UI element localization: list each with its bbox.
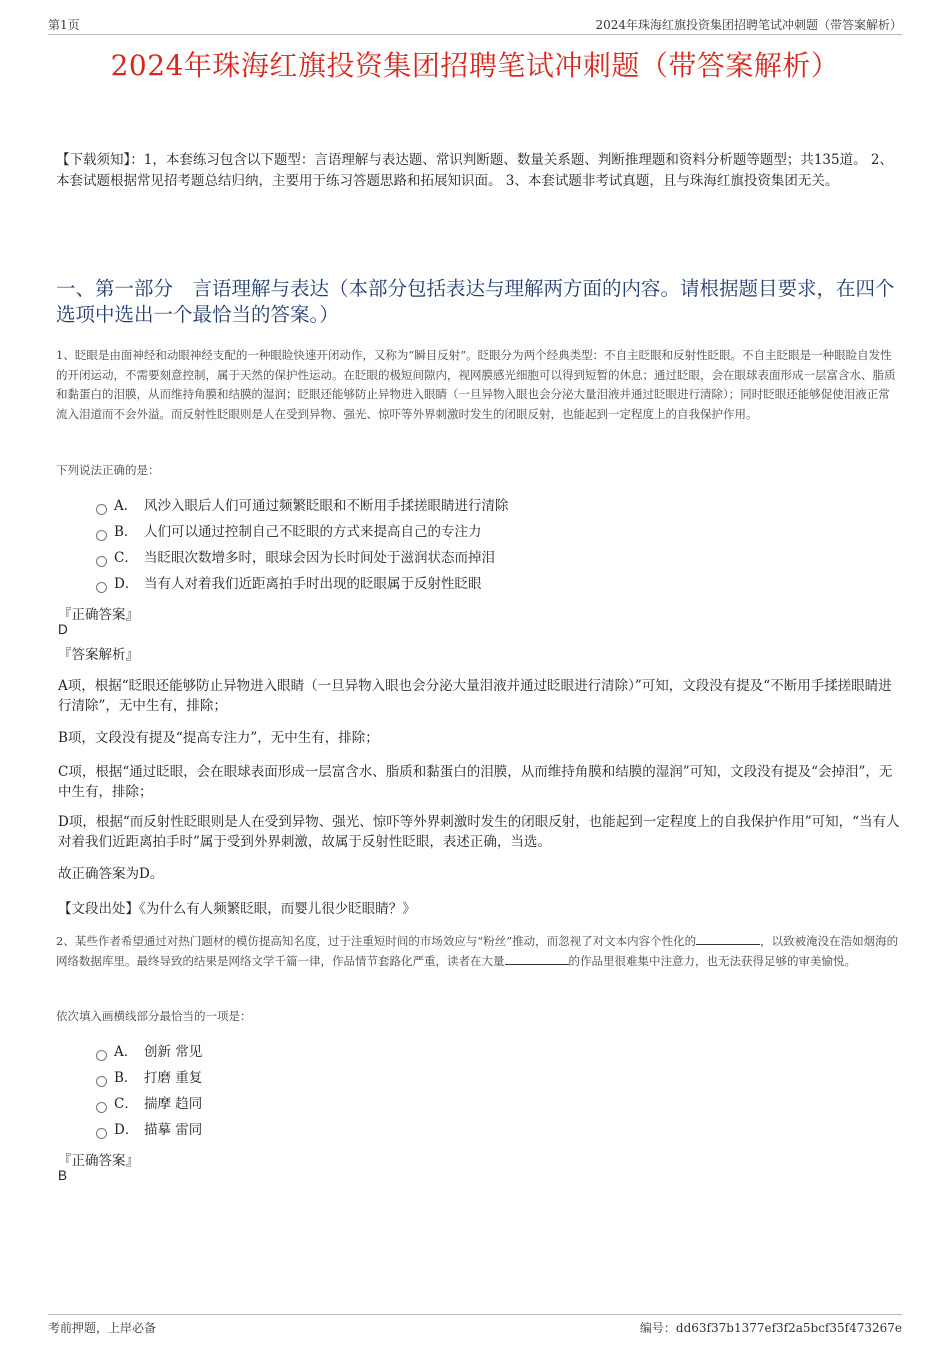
q1-source: 【文段出处】《为什么有人频繁眨眼，而婴儿很少眨眼睛？》 [58, 901, 416, 917]
q2-passage: 2、某些作者希望通过对热门题材的模仿提高知名度，过于注重短时间的市场效应与“粉丝”推动，而忽视了对文本内容个性化的 ，以致被淹没在浩如烟海的网络数据库里。最终导致的结果是网络文学千篇一律，作品情节套路化严重，读者在大量 的作品里很难集中注意力，也无法获得足够的审美愉悦。 [56, 934, 899, 968]
radio-icon[interactable] [96, 582, 107, 593]
q1-conclusion: 故正确答案为D。 [58, 866, 164, 882]
q2-option-c[interactable]: C． 揣摩 趋同 [96, 1094, 202, 1114]
page-title: 2024年珠海红旗投资集团招聘笔试冲刺题（带答案解析） [110, 49, 840, 82]
q1-option-a[interactable]: A． 风沙入眼后人们可通过频繁眨眼和不断用手揉搓眼睛进行清除 [96, 496, 509, 516]
header-doc-title: 2024年珠海红旗投资集团招聘笔试冲刺题（带答案解析） [595, 18, 902, 32]
q1-analysis-d: D项，根据“而反射性眨眼则是人在受到异物、强光、惊吓等外界刺激时发生的闭眼反射，也能起到一定程度上的自我保护作用”可知，“当有人对着我们近距离拍手时”属于受到外界刺激，故属于反射性眨眼，表述正确，当选。 [58, 814, 900, 850]
radio-icon[interactable] [96, 530, 107, 541]
q2-answer-label: 『正确答案』 [58, 1153, 139, 1169]
q1-analysis-c: C项，根据“通过眨眼，会在眼球表面形成一层富含水、脂质和黏蛋白的泪膜，从而维持角膜和结膜的湿润”可知，文段没有提及“会掉泪”，无中生有，排除； [58, 764, 893, 800]
radio-icon[interactable] [96, 1050, 107, 1061]
page-number: 第1页 [48, 18, 80, 32]
q1-prompt: 下列说法正确的是： [56, 463, 160, 477]
q2-prompt: 依次填入画横线部分最恰当的一项是： [56, 1009, 252, 1023]
q2-option-b[interactable]: B． 打磨 重复 [96, 1068, 202, 1088]
footer-slogan: 考前押题，上岸必备 [48, 1321, 157, 1335]
q2-option-d[interactable]: D． 描摹 雷同 [96, 1120, 202, 1140]
radio-icon[interactable] [96, 556, 107, 567]
q1-analysis-label: 『答案解析』 [58, 647, 139, 663]
radio-icon[interactable] [96, 504, 107, 515]
q1-option-d[interactable]: D． 当有人对着我们近距离拍手时出现的眨眼属于反射性眨眼 [96, 574, 482, 594]
footer-doc-id: 编号：dd63f37b1377ef3f2a5bcf35f473267e [639, 1321, 902, 1335]
page-header [48, 14, 902, 35]
q2-answer: B [58, 1168, 68, 1183]
q1-analysis-b: B项，文段没有提及“提高专注力”，无中生有，排除； [58, 730, 379, 746]
radio-icon[interactable] [96, 1128, 107, 1139]
section-heading: 一、第一部分 言语理解与表达（本部分包括表达与理解两方面的内容。请根据题目要求，在四个选项中选出一个最恰当的答案。） [56, 277, 895, 326]
download-notice: 【下载须知】：1，本套练习包含以下题型：言语理解与表达题、常识判断题、数量关系题、判断推理题和资料分析题等题型；共135道。 2、本套试题根据常见招考题总结归纳，主要用于练习答题思路和拓展知识面。 3、本套试题非考试真题，且与珠海红旗投资集团无关。 [56, 152, 893, 189]
fill-blank-2 [505, 952, 569, 965]
q1-option-b[interactable]: B． 人们可以通过控制自己不眨眼的方式来提高自己的专注力 [96, 522, 482, 542]
q1-passage: 1、眨眼是由面神经和动眼神经支配的一种眼睑快速开闭动作，又称为“瞬目反射”。眨眼分为两个经典类型：不自主眨眼和反射性眨眼。不自主眨眼是一种眼睑自发性的开闭运动，不需要刻意控制，属于天然的保护性运动。在眨眼的极短间隙内，视网膜感光细胞可以得到短暂的休息；通过眨眼，会在眼球表面形成一层富含水、脂质和黏蛋白的泪膜，从而维持角膜和结膜的湿润；眨眼还能够防止异物进入眼睛（一旦异物入眼也会分泌大量泪液并通过眨眼进行清除）；同时眨眼还能够促使泪液正常流入泪道而不会外溢。而反射性眨眼则是人在受到异物、强光、惊吓等外界刺激时发生的闭眼反射，也能起到一定程度上的自我保护作用。 [56, 348, 896, 421]
radio-icon[interactable] [96, 1102, 107, 1113]
q1-answer: D [58, 622, 68, 637]
page-footer [48, 1314, 902, 1337]
q1-answer-label: 『正确答案』 [58, 607, 139, 623]
q1-option-c[interactable]: C． 当眨眼次数增多时，眼球会因为长时间处于滋润状态而掉泪 [96, 548, 495, 568]
radio-icon[interactable] [96, 1076, 107, 1087]
q2-option-a[interactable]: A． 创新 常见 [96, 1042, 202, 1062]
fill-blank-1 [696, 932, 760, 945]
q1-analysis-a: A项，根据“眨眼还能够防止异物进入眼睛（一旦异物入眼也会分泌大量泪液并通过眨眼进行清除）”可知，文段没有提及“不断用手揉搓眼睛进行清除”，无中生有，排除； [58, 678, 892, 714]
